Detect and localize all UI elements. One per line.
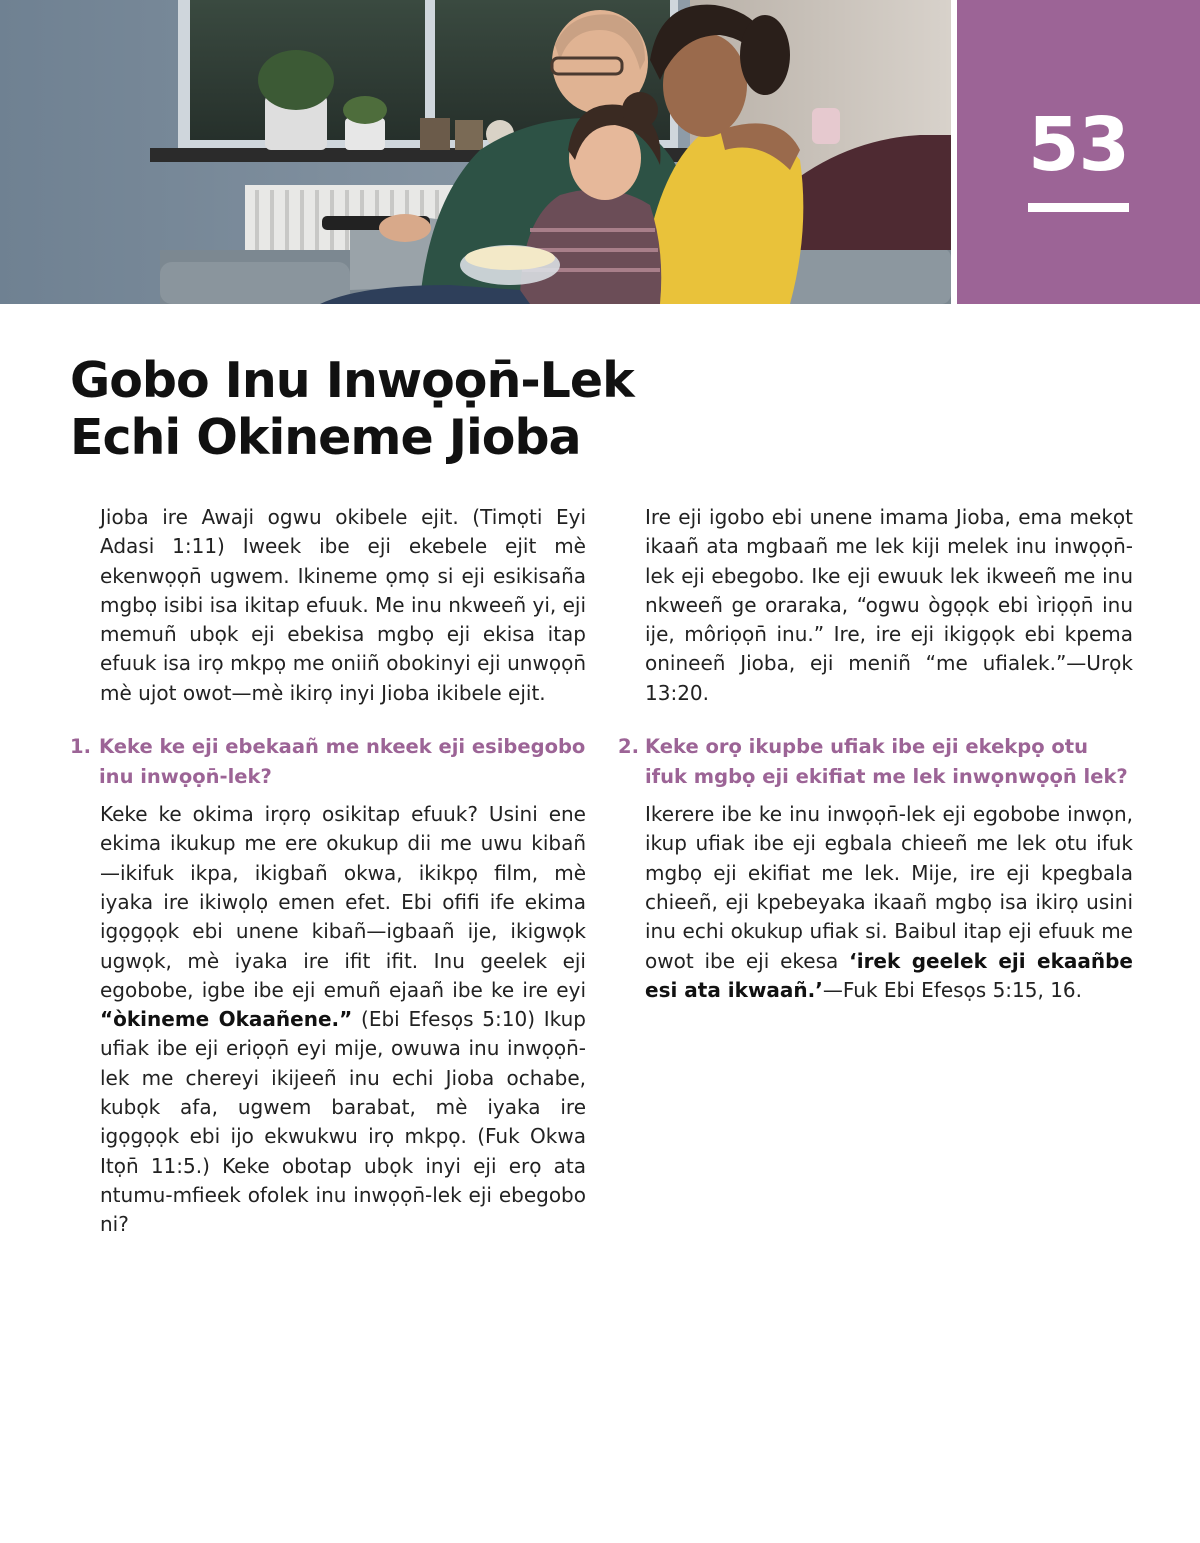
page-title	[70, 352, 690, 466]
section-1-body-part-2: (Ebi Efesọs 5:10) Ikup ufiak ibe eji eriọọn̄ eyi mije, owuwa inu inwọọn̄-lek me chereyi ikijeeñ inu echi Jioba ochabe, kubọk afa, ugwem barabat, mè iyaka ire igọgọọk ebi ijo ekwukwu irọ mkpọ. (Fuk Okwa Itọn̄ 11:5.) Keke obotap ubọk inyi eji erọ ata ntumu-mfieek ofolek inu inwọọn̄-lek eji ebegobo ni?	[100, 1007, 587, 1237]
family-on-couch-illustration	[0, 0, 951, 304]
hero-photo	[0, 0, 951, 304]
section-2-number: 2.	[618, 735, 639, 759]
section-1-body	[70, 800, 586, 1239]
section-1-number: 1.	[70, 735, 91, 759]
section-1-body-part-1: Keke ke okima irọrọ osikitap efuuk? Usini ene ekima ikukup me ere okukup dii me uwu kibañ—ikifuk ikpa, ikigbañ okwa, ikikpọ film, mè iyaka ire ikiwọlọ emen efet. Ebi ofifi ife ekima igọgọọk ebi unene kibañ—igbaañ ije, ikigwọk ugwọk, mè iyaka ire ifit ifit. Inu geelek eji egobobe, igbe ibe eji emuñ ejaañ ibe ke ire eyi	[100, 802, 586, 1002]
section-2-body-part-2: —Fuk Ebi Efesọs 5:15, 16.	[822, 977, 1082, 1002]
section-2-body	[618, 800, 1133, 1005]
lesson-number-box	[957, 0, 1200, 304]
page-title-line-2: Echi Okineme Jioba	[70, 409, 581, 466]
section-2-body-bold: ‘irek geelek eji ekaañbe esi ata ikwaañ.’	[645, 948, 1133, 1002]
lesson-number-underline	[1028, 203, 1129, 212]
section-2-question	[618, 732, 1133, 791]
section-1-question-text: Keke ke eji ebekaañ me nkeek eji esibegobo inu inwọọn̄-lek?	[99, 735, 586, 788]
page-title-line-1: Gobo Inu Inwọọn̄-Lek	[70, 352, 634, 409]
lesson-number: 53	[1028, 102, 1129, 188]
right-column	[618, 503, 1133, 1005]
intro-paragraph-right: Ire eji igobo ebi unene imama Jioba, ema mekọt ikaañ ata mgbaañ me lek kiji melek inu inwọọn̄-lek eji ebegobo. Ike eji ewuuk lek ikweeñ me inu nkweeñ ge oraraka, “ogwu ògọọk ebi ìriọọn̄ inu ije, môriọọn̄ inu.” Ire, ire eji ikigọọk ebi kpema onineeñ Jioba, eji meniñ “me ufialek.”—Urọk 13:20.	[645, 505, 1133, 705]
left-column	[70, 503, 586, 1240]
section-1-question	[70, 732, 586, 791]
section-2-question-text: Keke orọ ikupbe ufiak ibe eji ekekpọ otu ifuk mgbọ eji ekifiat me lek inwọnwọọn̄ lek?	[645, 735, 1128, 788]
section-1-body-bold: “òkineme Okaañene.”	[100, 1007, 353, 1032]
section-2-body-part-1: Ikerere ibe ke inu inwọọn̄-lek eji egobobe inwọn, ikup ufiak ibe eji egbala chieeñ me lek otu ifuk mgbọ eji ekifiat me lek. Mije, ire eji kpegbala chieeñ, eji kpebeyaka ikaañ mgbọ isa ikirọ usini inu echi okukup ufiak si. Baibul itap eji efuuk me owot ibe eji ekesa	[645, 802, 1133, 973]
intro-paragraph-left: Jioba ire Awaji ogwu okibele ejit. (Timọti Eyi Adasi 1:11) Iweek ibe eji ekebele ejit mè ekenwọọn̄ ugwem. Ikineme ọmọ si eji esikisaña mgbọ isibi isa ikitap efuuk. Me inu nkweeñ yi, eji memuñ ubọk eji ebekisa mgbọ eji ekisa itap efuuk isa irọ mkpọ me oniiñ obokinyi eji unwọọn̄ mè ujot owot—mè ikirọ inyi Jioba ikibele ejit.	[100, 505, 587, 705]
